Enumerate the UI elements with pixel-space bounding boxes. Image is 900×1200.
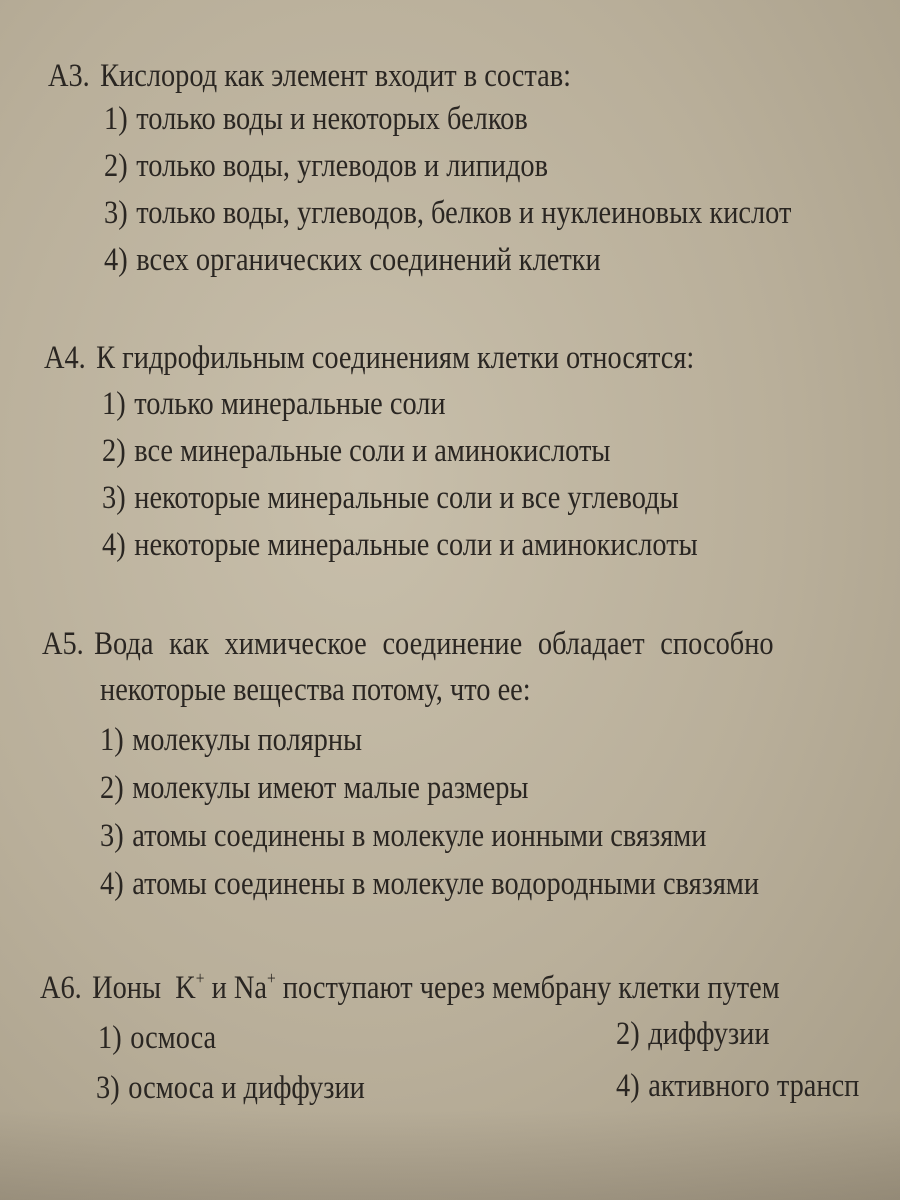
- question-number: А5.: [42, 626, 84, 662]
- superscript-plus: +: [195, 968, 205, 988]
- option-text: осмоса и диффузии: [128, 1070, 365, 1106]
- option-text: только воды, углеводов и липидов: [136, 148, 549, 184]
- option-3: [102, 480, 679, 517]
- option-1: [100, 722, 362, 759]
- option-text: молекулы полярны: [132, 722, 363, 758]
- question-text: Вода как химическое соединение обладает способно: [94, 626, 774, 662]
- option-4: [102, 527, 698, 564]
- option-number: 3): [96, 1070, 120, 1106]
- option-number: 4): [100, 866, 124, 902]
- question-header: [48, 58, 571, 95]
- option-text: активного трансп: [648, 1068, 860, 1104]
- option-3: [96, 1070, 365, 1107]
- option-1: [98, 1020, 216, 1057]
- question-header: [42, 626, 774, 663]
- option-number: 1): [102, 386, 126, 422]
- superscript-plus: +: [266, 968, 276, 988]
- question-text: К гидрофильным соединениям клетки относятся:: [96, 340, 695, 376]
- option-3: [100, 818, 706, 855]
- option-number: 3): [104, 195, 128, 231]
- option-2: [104, 148, 548, 185]
- option-number: 2): [616, 1016, 640, 1052]
- question-text-line2: некоторые вещества потому, что ее:: [100, 672, 531, 708]
- question-number: А6.: [40, 970, 82, 1006]
- option-2: [100, 770, 528, 807]
- question-header: [40, 968, 780, 1007]
- option-number: 2): [100, 770, 124, 806]
- question-text-part3: поступают через мембрану клетки путем: [275, 970, 780, 1006]
- option-2: [102, 433, 610, 470]
- option-text: всех органических соединений клетки: [136, 242, 601, 278]
- option-1: [104, 101, 528, 138]
- option-number: 3): [102, 480, 126, 516]
- option-4: [616, 1068, 859, 1105]
- question-text: Кислород как элемент входит в состав:: [100, 58, 572, 94]
- option-text: атомы соединены в молекуле водородными связями: [132, 866, 760, 902]
- option-number: 4): [616, 1068, 640, 1104]
- question-text-part2: и Na: [204, 970, 267, 1006]
- option-text: диффузии: [648, 1016, 770, 1052]
- option-number: 1): [104, 101, 128, 137]
- option-2: [616, 1016, 770, 1053]
- option-text: все минеральные соли и аминокислоты: [134, 433, 611, 469]
- option-text: атомы соединены в молекуле ионными связями: [132, 818, 707, 854]
- option-number: 1): [98, 1020, 122, 1056]
- option-4: [100, 866, 759, 903]
- option-number: 3): [100, 818, 124, 854]
- option-text: только воды, углеводов, белков и нуклеиновых кислот: [136, 195, 792, 231]
- option-text: молекулы имеют малые размеры: [132, 770, 529, 806]
- option-number: 4): [102, 527, 126, 563]
- option-number: 1): [100, 722, 124, 758]
- option-number: 4): [104, 242, 128, 278]
- option-text: только минеральные соли: [134, 386, 446, 422]
- question-header: [44, 340, 694, 377]
- option-3: [104, 195, 791, 232]
- page-shadow: [0, 1110, 900, 1200]
- option-4: [104, 242, 601, 279]
- option-text: только воды и некоторых белков: [136, 101, 528, 137]
- option-number: 2): [102, 433, 126, 469]
- option-number: 2): [104, 148, 128, 184]
- option-text: осмоса: [130, 1020, 217, 1056]
- option-1: [102, 386, 446, 423]
- question-number: А4.: [44, 340, 86, 376]
- question-number: А3.: [48, 58, 90, 94]
- option-text: некоторые минеральные соли и аминокислоты: [134, 527, 698, 563]
- question-text-part1: Ионы K: [92, 970, 196, 1006]
- option-text: некоторые минеральные соли и все углеводы: [134, 480, 679, 516]
